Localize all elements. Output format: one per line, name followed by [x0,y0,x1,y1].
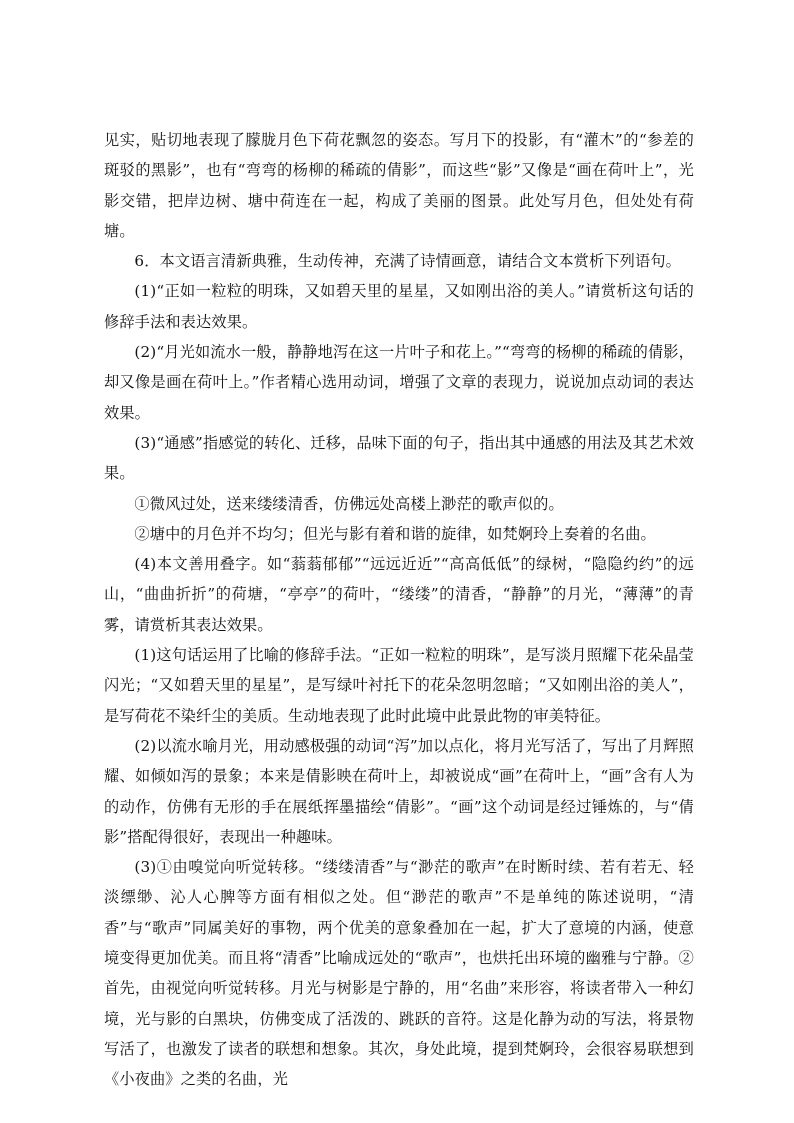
answer-1: (1)这句话运用了比喻的修辞手法。“正如一粒粒的明珠”，是写淡月照耀下花朵晶莹闪光；“又如碧天里的星星”，是写绿叶衬托下的花朵忽明忽暗；“又如刚出浴的美人”，是写荷花不染纤尘的美质。生动地表现了此时此境中此景此物的审美特征。 [104,646,694,725]
answer-2: (2)以流水喻月光，用动感极强的动词“泻”加以点化，将月光写活了，写出了月辉照耀、如倾如泻的景象；本来是倩影映在荷叶上，却被说成“画”在荷叶上，“画”含有人为的动作，仿佛有无形的手在展纸挥墨描绘“倩影”。“画”这个动词是经过锤炼的，与“倩影”搭配得很好，表现出一种趣味。 [104,736,694,846]
question-6-item-4: (4)本文善用叠字。如“蓊蓊郁郁”“远远近近”“高高低低”的绿树，“隐隐约约”的远山，“曲曲折折”的荷塘，“亭亭”的荷叶，“缕缕”的清香，“静静”的月光，“薄薄”的青雾，请赏析其表达效果。 [104,555,694,634]
answer-3: (3)①由嗅觉向听觉转移。“缕缕清香”与“渺茫的歌声”在时断时续、若有若无、轻淡缥缈、沁人心脾等方面有相似之处。但“渺茫的歌声”不是单纯的陈述说明，“清香”与“歌声”同属美好的事物，两个优美的意象叠加在一起，扩大了意境的内涵，使意境变得更加优美。而且将“清香”比喻成远处的“歌声”，也烘托出环境的幽雅与宁静。②首先，由视觉向听觉转移。月光与树影是宁静的，用“名曲”来形容，将读者带入一种幻境，光与影的白黑块，仿佛变成了活泼的、跳跃的音符。这是化静为动的写法，将景物写活了，也激发了读者的联想和想象。其次，身处此境，提到梵婀玲，会很容易联想到《小夜曲》之类的名曲，光 [104,858,694,1089]
question-6-item-1: (1)“正如一粒粒的明珠，又如碧天里的星星，又如刚出浴的美人。”请赏析这句话的修辞手法和表达效果。 [104,282,694,331]
question-6-item-2: (2)“月光如流水一般，静静地泻在这一片叶子和花上。”“弯弯的杨柳的稀疏的倩影，却又像是画在荷叶上。”作者精心选用动词，增强了文章的表现力，说说加点动词的表达效果。 [104,343,694,422]
question-6-item-3-sentence-1: ①微风过处，送来缕缕清香，仿佛远处高楼上渺茫的歌声似的。 [134,494,564,513]
question-6-item-3: (3)“通感”指感觉的转化、迁移，品味下面的句子，指出其中通感的用法及其艺术效果。 [104,433,694,483]
paragraph-continuation: 见实，贴切地表现了朦胧月色下荷花飘忽的姿态。写月下的投影，有“灌木”的“参差的斑驳的黑影”，也有“弯弯的杨柳的稀疏的倩影”，而这些“影”又像是“画在荷叶上”，光影交错，把岸边树、塘中荷连在一起，构成了美丽的图景。此处写月色，但处处有荷塘。 [104,131,694,240]
question-6-stem: 6．本文语言清新典雅，生动传神，充满了诗情画意，请结合文本赏析下列语句。 [134,252,682,271]
question-6-item-3-sentence-2: ②塘中的月色并不均匀；但光与影有着和谐的旋律，如梵婀玲上奏着的名曲。 [134,524,656,543]
document-body [104,125,694,1095]
